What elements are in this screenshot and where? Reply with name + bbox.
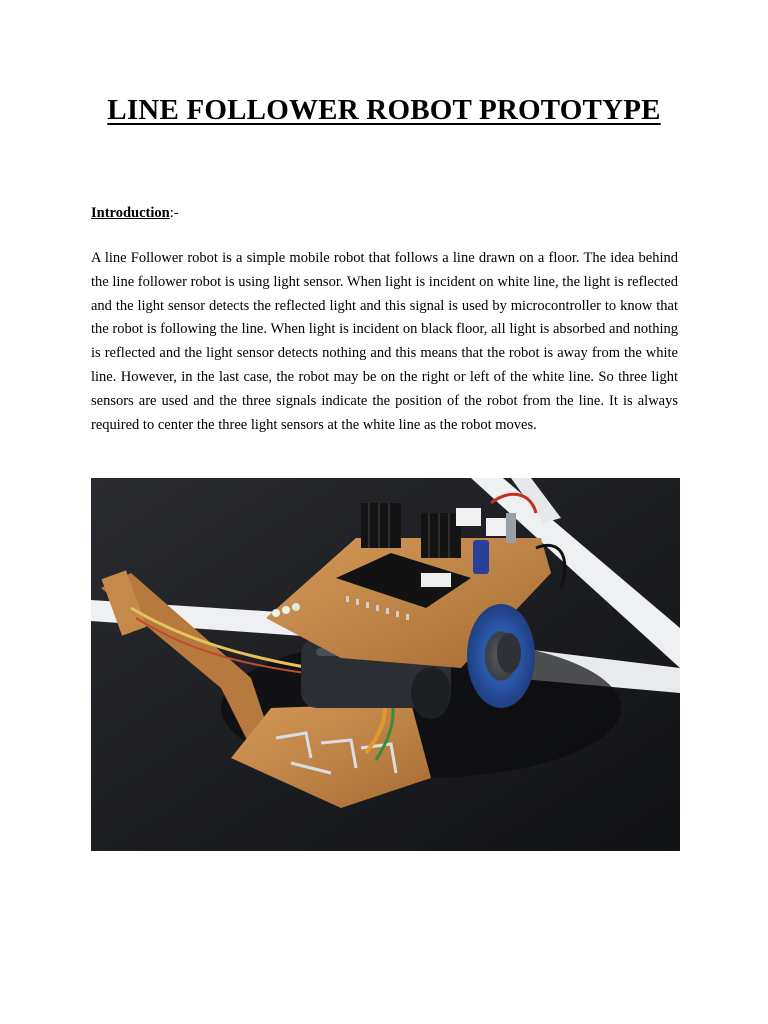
led-3: [292, 603, 300, 611]
intro-paragraph: A line Follower robot is a simple mobile robot that follows a line drawn on a floor. The idea behind the line follower robot is using light sensor. When light is incident on white line, the light is reflected and the light sensor detects the reflected light and this signal is used by microcontroller to know that the robot is following the line. When light is incident on black floor, all light is absorbed and nothing is reflected and the light sensor detects nothing and this means that the robot is away from the white line. However, in the last case, the robot may be on the right or left of the white line. So three light sensors are used and the three signals indicate the position of the robot from the line. It is always required to center the three light sensors at the white line as the robot moves.: [91, 250, 678, 433]
wheel-hub: [497, 633, 521, 673]
rear-wheel: [411, 667, 451, 719]
led-2: [282, 606, 290, 614]
robot-photo-illustration: [91, 478, 680, 851]
capacitor: [473, 540, 489, 574]
section-heading: [91, 203, 179, 223]
connector-1: [456, 508, 481, 526]
heat-sink-2: [421, 513, 461, 558]
switch: [506, 513, 516, 543]
section-heading-text: Introduction: [91, 205, 170, 221]
connector-3: [421, 573, 451, 587]
led-1: [272, 609, 280, 617]
robot-photo: [91, 478, 680, 851]
section-heading-suffix: :-: [169, 205, 179, 221]
heat-sink-1: [361, 503, 401, 548]
page-title: LINE FOLLOWER ROBOT PROTOTYPE: [107, 94, 661, 126]
